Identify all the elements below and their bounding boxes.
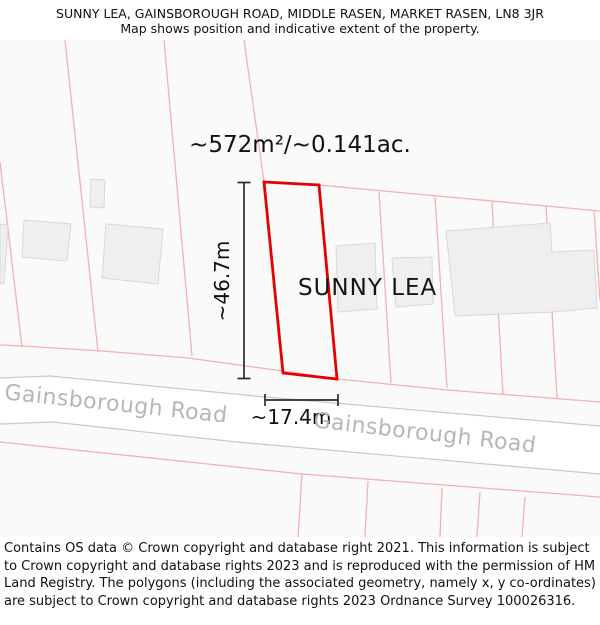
header bbox=[0, 0, 600, 40]
parcel-line bbox=[440, 488, 442, 537]
parcel-line bbox=[477, 492, 480, 537]
parcel-line bbox=[244, 40, 264, 182]
parcel-line bbox=[522, 497, 525, 537]
header-address: SUNNY LEA, GAINSBOROUGH ROAD, MIDDLE RASEN, MARKET RASEN, LN8 3JR bbox=[56, 6, 544, 21]
building bbox=[90, 179, 105, 208]
parcel-line bbox=[319, 185, 600, 211]
building bbox=[22, 220, 71, 261]
building bbox=[0, 224, 8, 284]
footer bbox=[0, 537, 600, 625]
map-canvas bbox=[0, 40, 600, 537]
copyright-text: Contains OS data © Crown copyright and database right 2021. This information is subject to Crown copyright and database rights 2023 and is reproduced with the permission of HM Land Registry. The polygons (including the associated geometry, namely x, y co-ordinates) are subject to Crown copyright and database rights 2023 Ordnance Survey 100026316. bbox=[4, 541, 596, 609]
parcel-line bbox=[365, 481, 368, 537]
property-name-label: SUNNY LEA bbox=[298, 275, 438, 301]
parcel-line bbox=[164, 40, 192, 356]
road-name-label: Gainsborough Road bbox=[3, 380, 229, 429]
area-label: ~572m²/~0.141ac. bbox=[189, 132, 411, 158]
header-subtitle: Map shows position and indicative extent of the property. bbox=[120, 21, 480, 36]
road-name-label: Gainsborough Road bbox=[312, 408, 538, 459]
parcel-line bbox=[298, 474, 302, 537]
width-dimension-label: ~17.4m bbox=[250, 405, 332, 429]
height-dimension-label: ~46.7m bbox=[210, 240, 234, 322]
building bbox=[446, 223, 597, 316]
building bbox=[102, 224, 163, 284]
